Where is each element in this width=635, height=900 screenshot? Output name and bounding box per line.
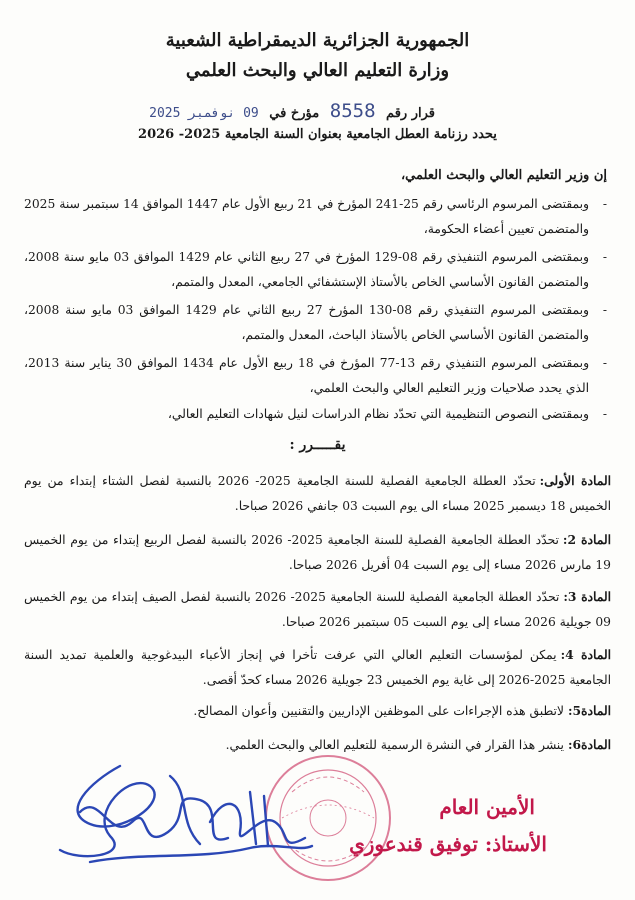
article-text: يمكن لمؤسسات التعليم العالي التي عرفت تأخرا في إنجاز الأعباء البيدغوجية والعلمية تمديد السنة الجامعية 2025-2026 إلى غاية يوم الخميس 23 جويلية 2026 مساء كحدّ أقصى. [24, 648, 611, 687]
decree-reference [0, 100, 435, 122]
ministry-header: وزارة التعليم العالي والبحث العلمي [185, 60, 450, 81]
article-label: المادة6: [567, 737, 611, 752]
article-2 [24, 527, 611, 578]
visa-item: - وبمقتضى النصوص التنظيمية التي تحدّد نظام الدراسات لنيل شهادات التعليم العالي، [24, 402, 607, 427]
decree-subject: يحدد رزنامة العطل الجامعية بعنوان السنة الجامعية 2025- 2026 [138, 127, 497, 142]
article-4 [24, 642, 611, 693]
minister-heading: إن وزير التعليم العالي والبحث العلمي، [400, 168, 607, 183]
article-1 [24, 468, 611, 519]
country-header: الجمهورية الجزائرية الديمقراطية الشعبية [165, 30, 470, 51]
article-text: تحدّد العطلة الجامعية الفصلية للسنة الجامعية 2025- 2026 بالنسبة لفصل الصيف إبتداء من يوم الخميس 09 جويلية 2026 مساء إلى يوم السبت 05 سبتمبر 2026 صباحا. [24, 590, 611, 629]
article-text: لاتطبق هذه الإجراءات على الموظفين الإداريين والتقنيين وأعوان المصالح. [193, 704, 564, 718]
article-label: المادة5: [567, 703, 611, 718]
article-label: المادة الأولى: [539, 473, 611, 488]
article-3 [24, 584, 611, 635]
article-text: تحدّد العطلة الجامعية الفصلية للسنة الجامعية 2025- 2026 بالنسبة لفصل الشتاء إبتداء من يوم الخميس 18 ديسمبر 2025 مساء الى يوم السبت 03 جانفي 2026 صباحا. [24, 474, 611, 513]
visa-item: - وبمقتضى المرسوم الرئاسي رقم 25-241 المؤرخ في 21 ربيع الأول عام 1447 الموافق 14 سبتمبر سنة 2025 والمتضمن تعيين أعضاء الحكومة، [24, 192, 607, 242]
article-5 [24, 698, 611, 724]
article-text: تحدّد العطلة الجامعية الفصلية للسنة الجامعية 2025- 2026 بالنسبة لفصل الربيع إبتداء من يوم الخميس 19 مارس 2026 مساء إلى يوم السبت 04 أفريل 2026 صباحا. [24, 533, 611, 572]
visa-item: - وبمقتضى المرسوم التنفيذي رقم 08-130 المؤرخ 27 ربيع الثاني عام 1429 الموافق 03 مايو سنة 2008، والمتضمن القانون الأساسي الخاص بالأستاذ الباحث، المعدل والمتمم، [24, 298, 607, 348]
handwritten-signature [50, 752, 320, 882]
decree-number: 8558 [329, 100, 376, 122]
visa-item: - وبمقتضى المرسوم التنفيذي رقم 13-77 المؤرخ في 18 ربيع الأول عام 1434 الموافق 30 يناير سنة 2013، الذي يحدد صلاحيات وزير التعليم العالي والبحث العلمي، [24, 351, 607, 401]
article-label: المادة 3: [563, 589, 612, 604]
article-label: المادة 4: [560, 647, 611, 662]
article-text: ينشر هذا القرار في النشرة الرسمية للتعليم العالي والبحث العلمي. [225, 738, 564, 752]
article-label: المادة 2: [562, 532, 611, 547]
secretary-general-name: الأستاذ: توفيق قندعوزي [349, 832, 547, 856]
visa-item: - وبمقتضى المرسوم التنفيذي رقم 08-129 المؤرخ في 27 ربيع الثاني عام 1429 الموافق 03 مايو سنة 2008، والمتضمن القانون الأساسي الخاص بالأستاذ الإستشفائي الجامعي، المعدل والمتمم، [24, 245, 607, 295]
decree-label: قرار رقم [386, 106, 435, 121]
decree-dated-label: مؤرخ في [269, 106, 320, 121]
decides-heading: يقـــــرر : [289, 437, 346, 453]
decree-date: 09 نوفمبر 2025 [149, 106, 259, 121]
secretary-general-title: الأمين العام [439, 795, 535, 819]
